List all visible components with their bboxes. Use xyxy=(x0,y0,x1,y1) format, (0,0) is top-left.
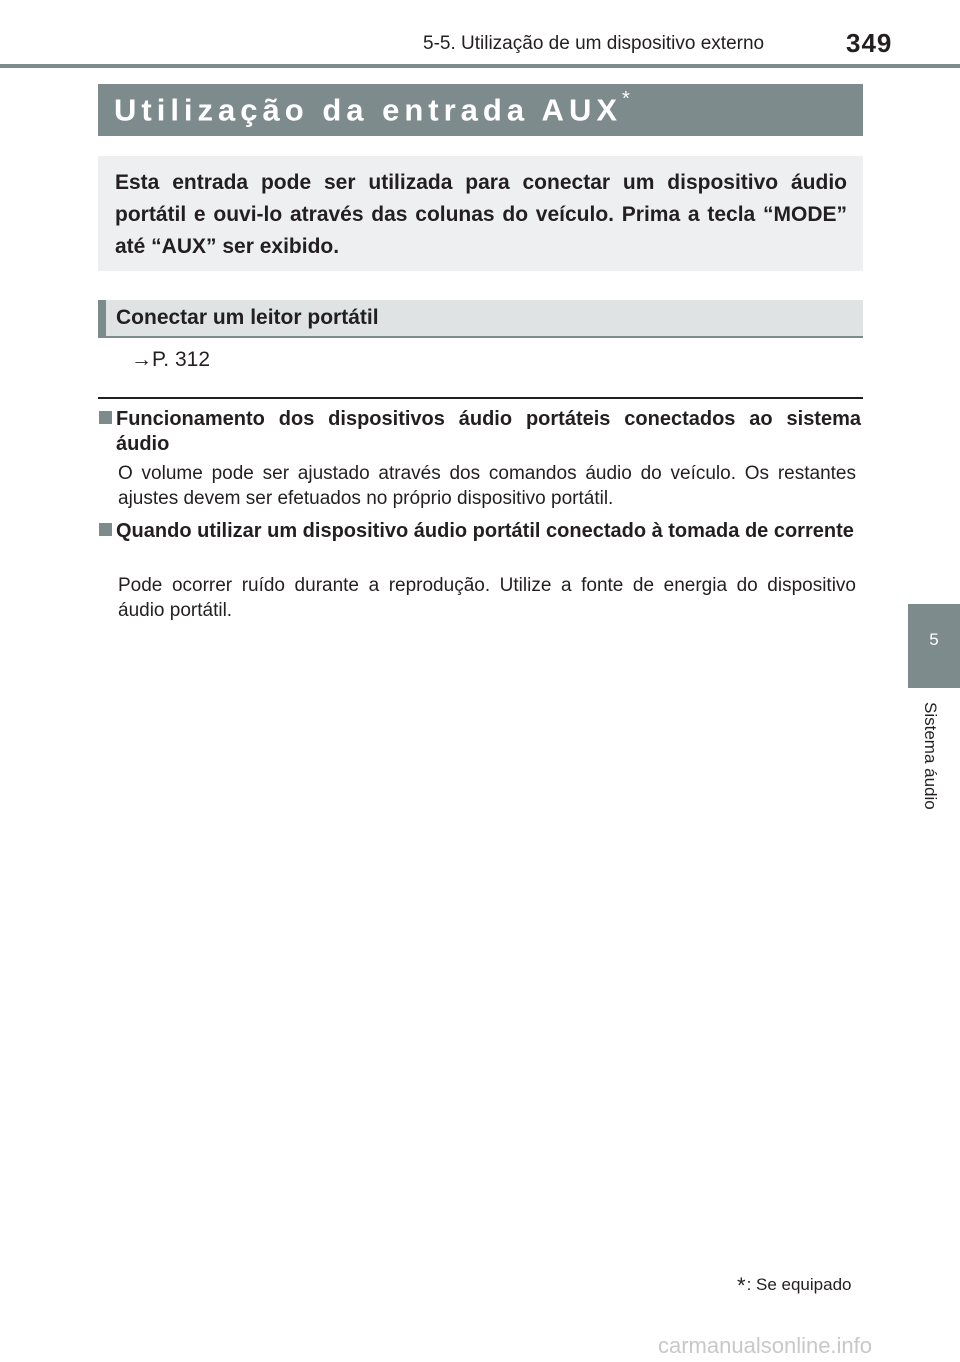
page-reference-link[interactable]: →P. 312 xyxy=(131,348,211,371)
page-number: 349 xyxy=(846,28,893,58)
chapter-label xyxy=(910,702,950,832)
intro-box xyxy=(98,156,863,271)
footnote-marker: * xyxy=(737,1273,746,1298)
optional-equipment-marker: * xyxy=(622,88,630,110)
section-title-bar xyxy=(98,84,863,136)
header-section-title: 5-5. Utilização de um dispositivo externo xyxy=(423,33,765,54)
square-bullet-icon xyxy=(99,411,112,424)
subsection-accent xyxy=(98,300,106,338)
info-item-title: Quando utilizar um dispositivo áudio portátil conectado à tomada de corrente xyxy=(116,520,854,542)
watermark: carmanualsonline.info xyxy=(658,1333,873,1358)
info-item-body: O volume pode ser ajustado através dos comandos áudio do veículo. Os restantes ajustes devem ser efetuados no próprio dispositivo portátil. xyxy=(118,463,856,509)
square-bullet-icon xyxy=(99,523,112,536)
subsection-heading-bar xyxy=(98,300,863,338)
header-rule xyxy=(0,64,960,68)
subsection-heading: Conectar um leitor portátil xyxy=(116,306,379,329)
section-divider xyxy=(98,397,863,399)
footnote-text: : Se equipado xyxy=(746,1275,852,1294)
info-item-body: Pode ocorrer ruído durante a reprodução. Utilize a fonte de energia do dispositivo áudio portátil. xyxy=(118,575,856,621)
section-title xyxy=(114,88,630,128)
chapter-tab[interactable] xyxy=(908,604,960,688)
chapter-label-text: Sistema áudio xyxy=(921,702,940,810)
info-item-title: Funcionamento dos dispositivos áudio portáteis conectados ao sistema áudio xyxy=(116,408,861,455)
footnote xyxy=(737,1270,851,1296)
intro-text: Esta entrada pode ser utilizada para conectar um dispositivo áudio portátil e ouvi-lo através das colunas do veículo. Prima a tecla “MODE” até “AUX” ser exibido. xyxy=(115,171,847,258)
section-title-text: Utilização da entrada AUX xyxy=(114,92,623,128)
chapter-number: 5 xyxy=(929,630,939,649)
